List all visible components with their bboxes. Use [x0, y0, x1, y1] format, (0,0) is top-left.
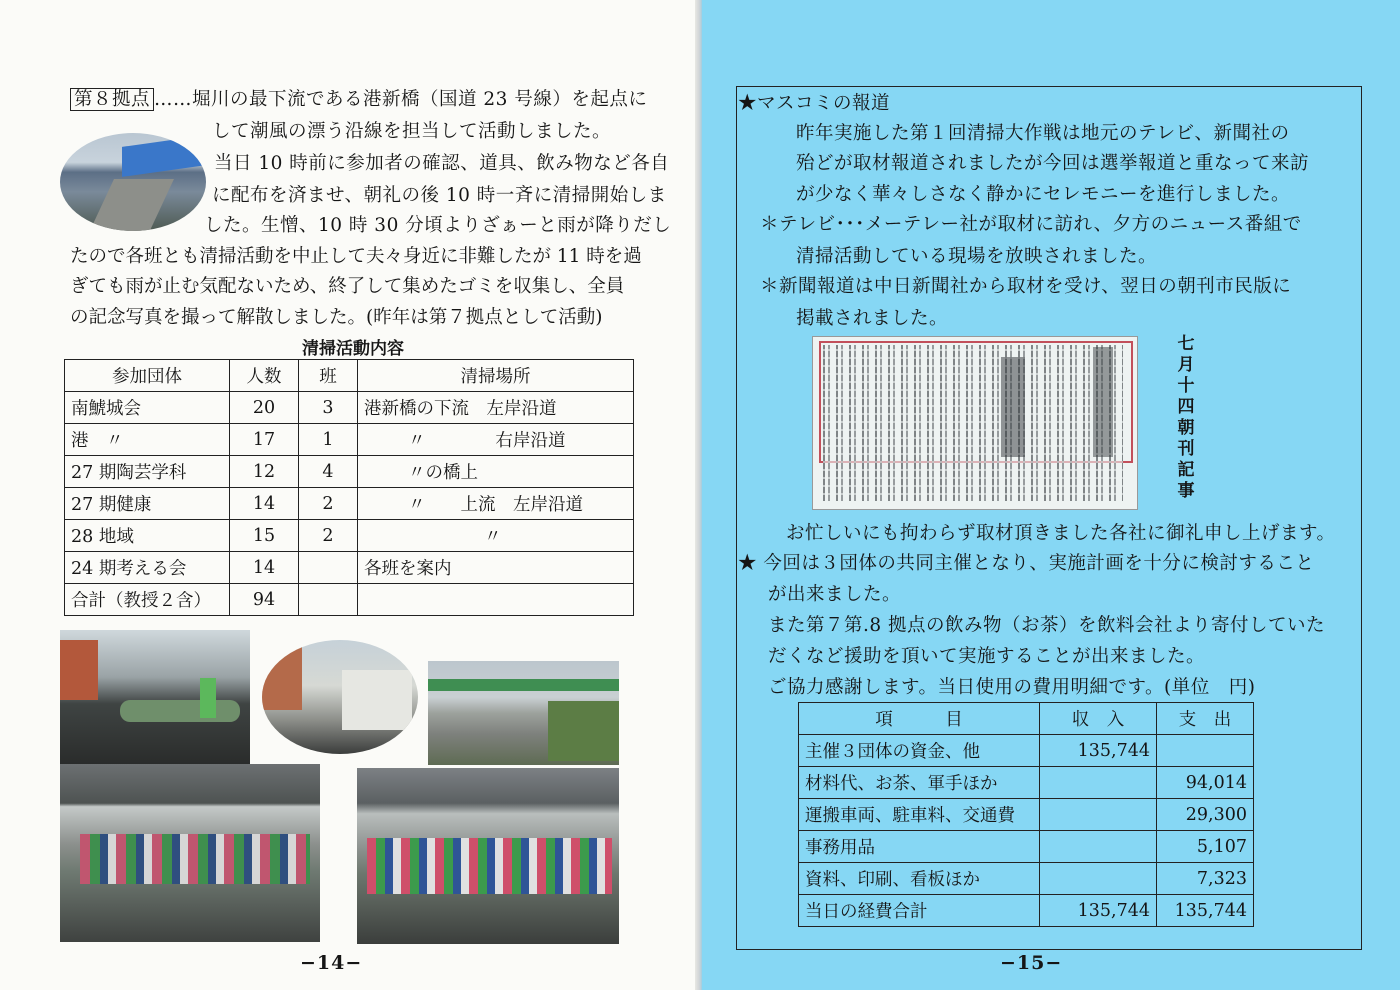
cost-header-item: 項 目: [799, 703, 1040, 735]
table-row: [65, 424, 634, 456]
activity-cell: 南鯱城会: [65, 392, 230, 424]
clipping-caption: 七月十四朝刊記事: [1177, 334, 1195, 501]
activity-header-group: 参加団体: [65, 360, 230, 392]
activity-cell: 14: [230, 552, 299, 584]
cost-cell: 主催３団体の資金、他: [799, 735, 1040, 767]
joint-line-5: ご協力感謝します。当日使用の費用明細です。(単位 円): [768, 677, 1256, 698]
cost-header-income: 収 入: [1040, 703, 1157, 735]
activity-cell: 各班を案内: [358, 552, 634, 584]
joint-line-1: ★ 今回は３団体の共同主催となり、実施計画を十分に検討すること: [738, 553, 1315, 574]
activity-header-team: 班: [299, 360, 358, 392]
activity-cell: 94: [230, 584, 299, 616]
activity-cell: [299, 552, 358, 584]
joint-line-2: が出来ました。: [768, 584, 902, 605]
left-intro-line-3: 当日 10 時前に参加者の確認、道具、飲み物など各自: [214, 153, 670, 174]
activity-cell: 港 〃: [65, 424, 230, 456]
activity-cell: 24 期考える会: [65, 552, 230, 584]
photo-group-right: [357, 768, 619, 944]
cost-cell: 7,323: [1157, 863, 1254, 895]
cost-cell: 材料代、お茶、軍手ほか: [799, 767, 1040, 799]
table-row: [65, 456, 634, 488]
cost-cell: [1040, 799, 1157, 831]
cost-table: [798, 702, 1254, 927]
table-row: [65, 488, 634, 520]
photo-street-oval: [262, 640, 418, 754]
right-page: [702, 0, 1400, 990]
table-row: [65, 520, 634, 552]
media-line-1: 昨年実施した第１回清掃大作戦は地元のテレビ、新聞社の: [796, 123, 1290, 144]
activity-cell: [299, 584, 358, 616]
cost-cell: 運搬車両、駐車料、交通費: [799, 799, 1040, 831]
activity-cell: 〃の橋上: [358, 456, 634, 488]
cost-cell: 資料、印刷、看板ほか: [799, 863, 1040, 895]
media-line-2: 殆どが取材報道されましたが今回は選挙報道と重なって来訪: [796, 153, 1310, 174]
photo-underpass-rest: [60, 630, 250, 764]
tv-line-2: 清掃活動している現場を放映されました。: [796, 246, 1158, 267]
cost-header-expense: 支 出: [1157, 703, 1254, 735]
activity-cell: 港新橋の下流 左岸沿道: [358, 392, 634, 424]
photo-bridge-circle: [60, 133, 206, 231]
activity-cell: 〃 右岸沿道: [358, 424, 634, 456]
activity-cell: 27 期健康: [65, 488, 230, 520]
activity-cell: 2: [299, 488, 358, 520]
activity-cell: 27 期陶芸学科: [65, 456, 230, 488]
left-page: [0, 0, 697, 990]
table-row: [799, 799, 1254, 831]
activity-cell: 14: [230, 488, 299, 520]
table-row: [799, 831, 1254, 863]
activity-cell: [358, 584, 634, 616]
table-row: [799, 735, 1254, 767]
activity-cell: 20: [230, 392, 299, 424]
cost-cell: [1040, 767, 1157, 799]
cost-cell: 135,744: [1157, 895, 1254, 927]
cost-cell: [1040, 831, 1157, 863]
table-row: [799, 767, 1254, 799]
newspaper-clipping: [812, 336, 1138, 510]
joint-line-3: また第７第.8 拠点の飲み物（お茶）を飲料会社より寄付していた: [768, 615, 1326, 636]
left-intro-line-4: に配布を済ませ、朝礼の後 10 時一斉に清掃開始しま: [212, 185, 667, 206]
activity-cell: 3: [299, 392, 358, 424]
cost-cell: 135,744: [1040, 895, 1157, 927]
left-intro-line-5: した。生憎、10 時 30 分頃よりざぁーと雨が降りだし: [204, 215, 672, 236]
cost-cell: 事務用品: [799, 831, 1040, 863]
activity-cell: 12: [230, 456, 299, 488]
activity-cell: 〃: [358, 520, 634, 552]
cost-cell: 135,744: [1040, 735, 1157, 767]
activity-header-place: 清掃場所: [358, 360, 634, 392]
left-intro-line-7: ぎても雨が止む気配ないため、終了して集めたゴミを収集し、全員: [70, 276, 625, 297]
table-row: [65, 392, 634, 424]
right-page-number: −15−: [1000, 952, 1063, 974]
activity-cell: 合計（教授２含）: [65, 584, 230, 616]
section-heading-label: 第８拠点: [70, 88, 154, 111]
cost-cell: 94,014: [1157, 767, 1254, 799]
table-row: [65, 552, 634, 584]
table-row: [799, 863, 1254, 895]
joint-line-4: だくなど援助を頂いて実施することが出来ました。: [768, 646, 1206, 667]
activity-cell: 28 地域: [65, 520, 230, 552]
activity-cell: 4: [299, 456, 358, 488]
activity-cell: 2: [299, 520, 358, 552]
news-line-2: 掲載されました。: [796, 308, 949, 329]
photo-group-left: [60, 764, 320, 942]
thanks-line: お忙しいにも拘わらず取材頂きました各社に御礼申し上げます。: [786, 523, 1336, 544]
left-intro-line-2: して潮風の漂う沿線を担当して活動しました。: [212, 121, 612, 142]
left-intro-line-1: 第８拠点 ……堀川の最下流である港新橋（国道 23 号線）を起点に: [70, 84, 647, 115]
activity-cell: 〃 上流 左岸沿道: [358, 488, 634, 520]
photo-road-cleanup: [428, 661, 619, 765]
left-intro-line-6: たので各班とも清掃活動を中止して夫々身近に非難したが 11 時を過: [70, 246, 642, 267]
activity-header-count: 人数: [230, 360, 299, 392]
media-section-title: ★マスコミの報道: [738, 93, 891, 114]
tv-line-1: ＊テレビ･･･メーテレー社が取材に訪れ、夕方のニュース番組で: [760, 214, 1302, 235]
left-intro-line-8: の記念写真を撮って解散しました。(昨年は第７拠点として活動): [70, 307, 603, 328]
cost-cell: [1040, 863, 1157, 895]
table-row: [65, 584, 634, 616]
cost-cell: [1157, 735, 1254, 767]
activity-cell: 1: [299, 424, 358, 456]
cost-cell: 5,107: [1157, 831, 1254, 863]
activity-cell: 15: [230, 520, 299, 552]
left-page-number: −14−: [300, 952, 363, 974]
table-row: [799, 895, 1254, 927]
media-line-3: が少なく華々しさなく静かにセレモニーを進行しました。: [796, 184, 1291, 205]
news-line-1: ＊新聞報道は中日新聞社から取材を受け、翌日の朝刊市民版に: [760, 276, 1292, 297]
activity-cell: 17: [230, 424, 299, 456]
cost-cell: 29,300: [1157, 799, 1254, 831]
cost-cell: 当日の経費合計: [799, 895, 1040, 927]
activity-table: [64, 359, 634, 616]
activity-table-title: 清掃活動内容: [302, 339, 404, 359]
